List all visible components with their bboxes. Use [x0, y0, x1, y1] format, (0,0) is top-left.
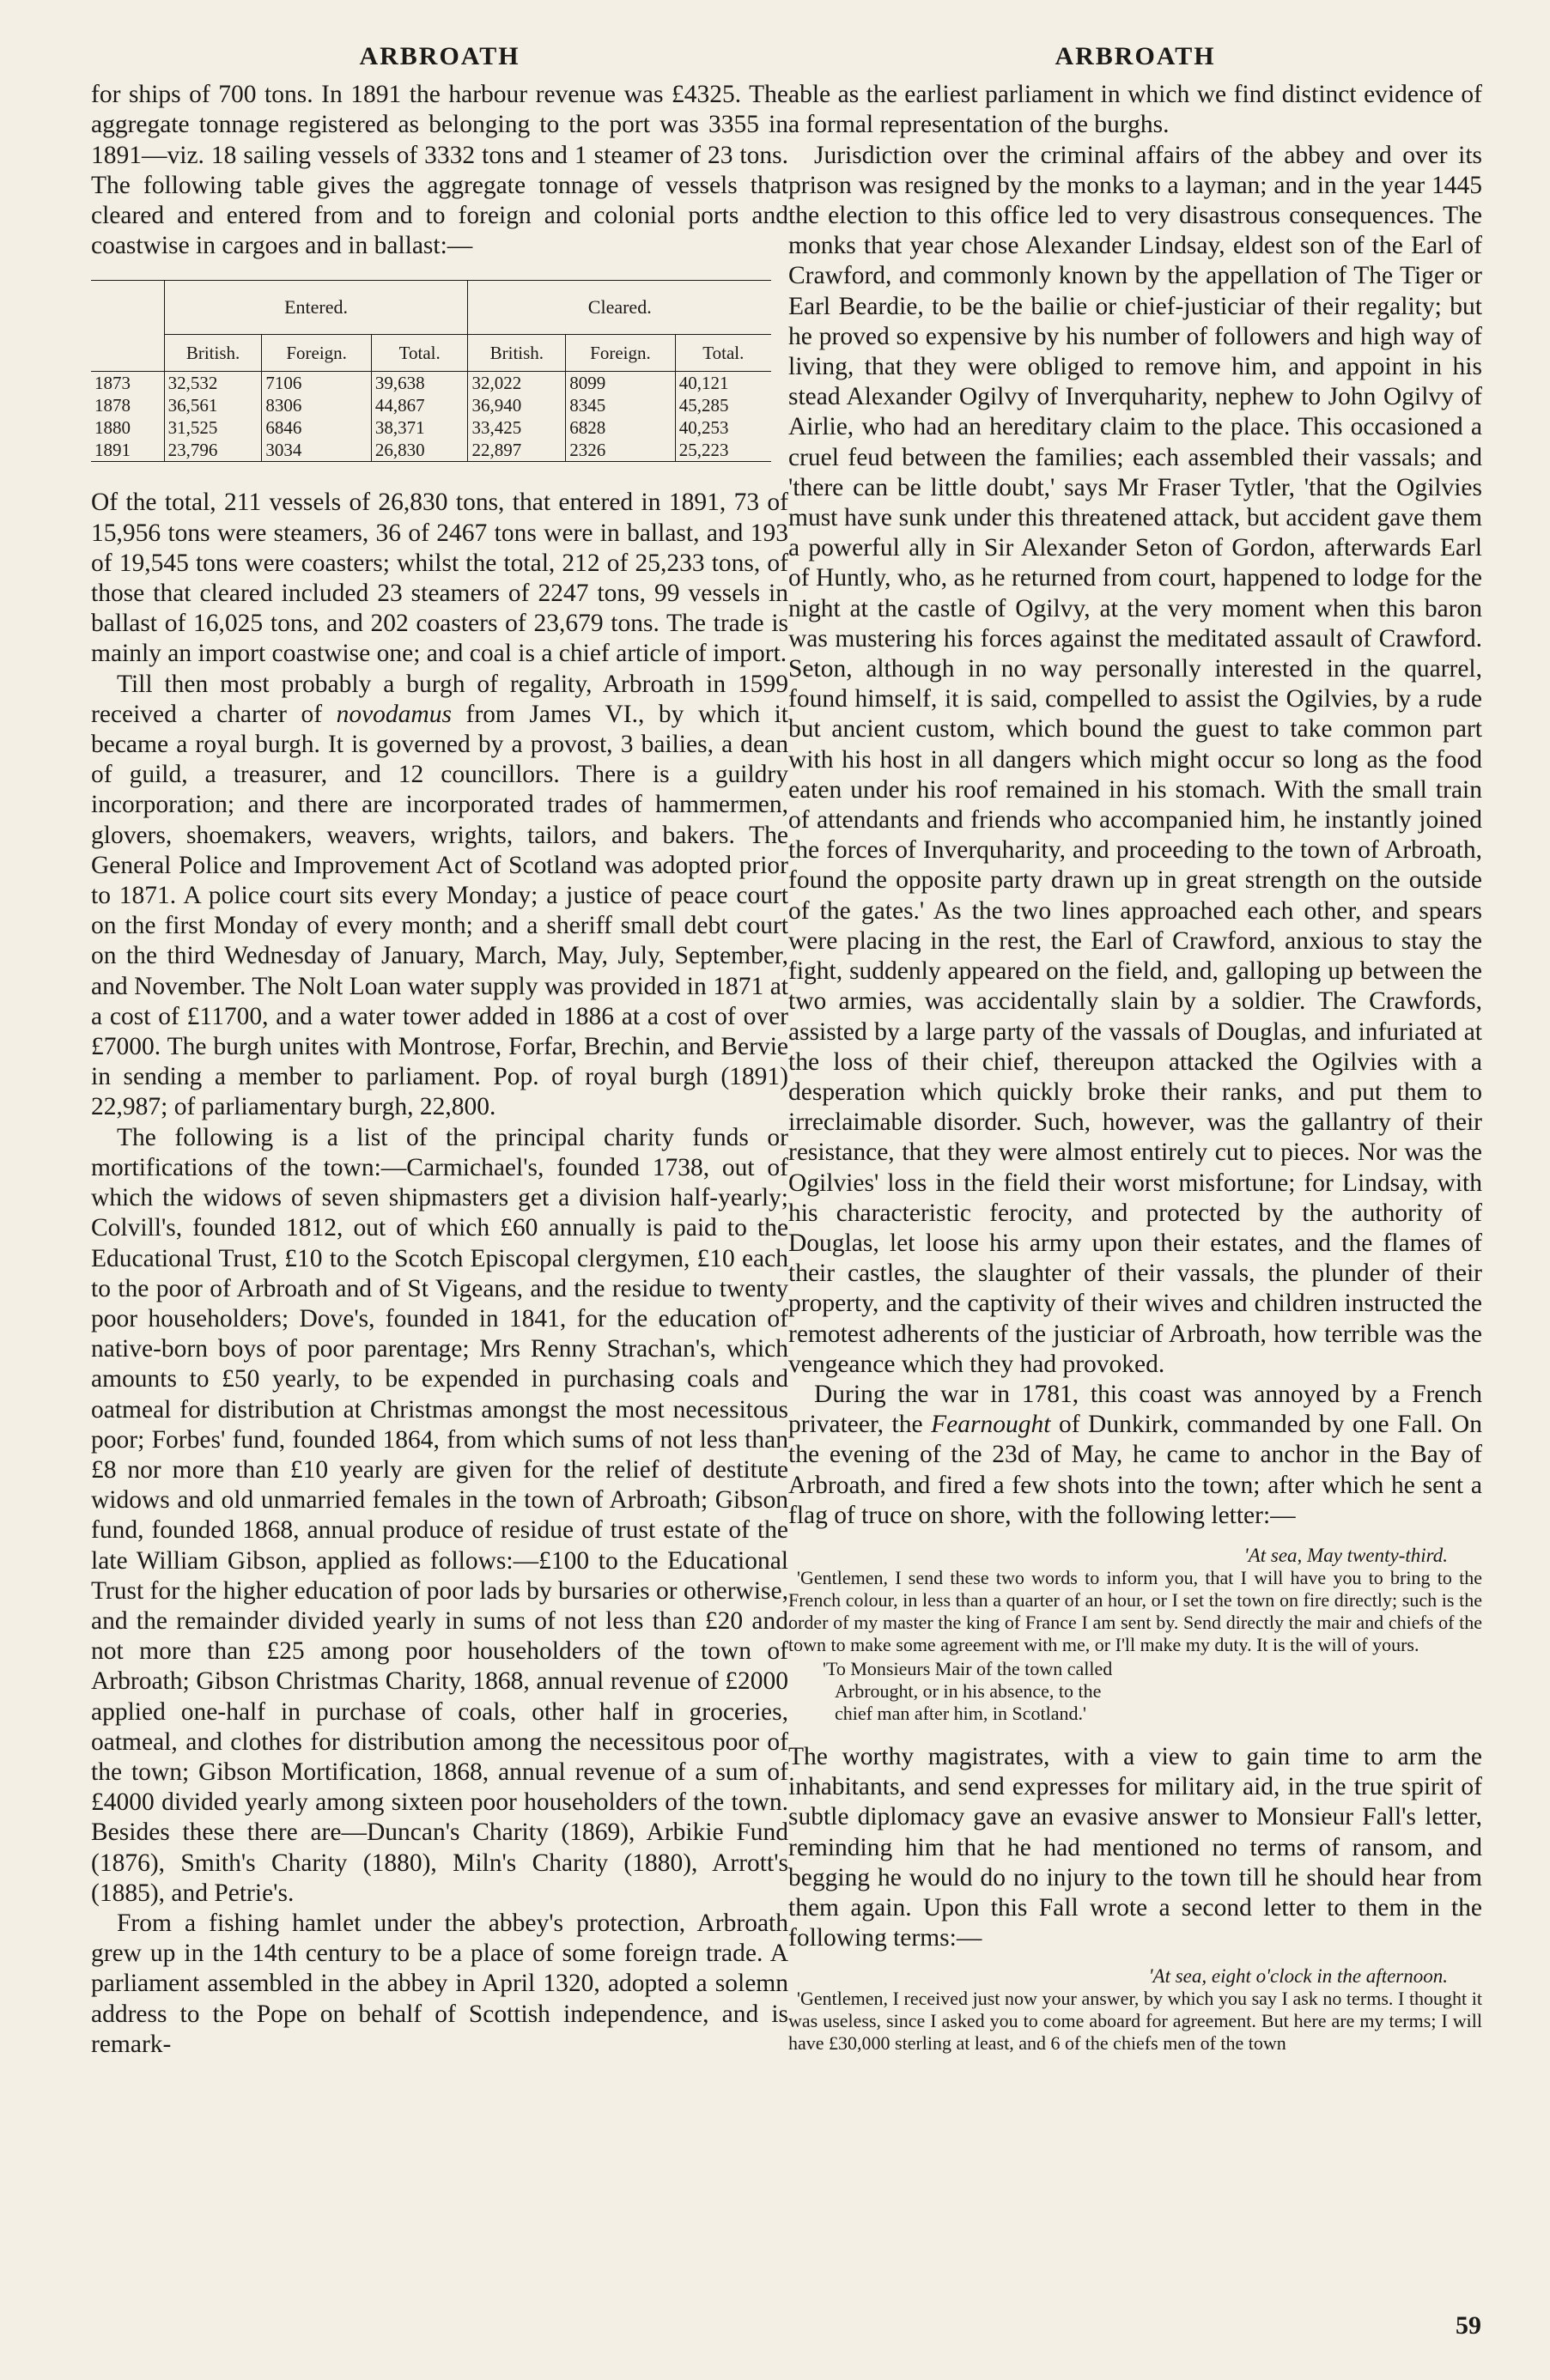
running-header-left: ARBROATH	[359, 42, 520, 70]
column-header: Total.	[675, 335, 771, 372]
table-cell: 23,796	[164, 439, 262, 462]
table-cell: 31,525	[164, 416, 262, 439]
table-cell: 3034	[262, 439, 371, 462]
letter-body: 'Gentlemen, I received just now your answer, by which you say I ask no terms. I thought it was useless, since I asked you to come aboard for agreement. But here are my terms; I will have £30,000 sterling at least, and 6 of the chiefs men of the town	[788, 1988, 1482, 2055]
table-cell: 40,121	[675, 372, 771, 395]
table-body	[91, 372, 771, 462]
right-column	[788, 41, 1482, 2055]
table-row	[91, 416, 771, 439]
table-cell: 8306	[262, 394, 371, 416]
table-cell: 39,638	[371, 372, 468, 395]
address-line: 'To Monsieurs Mair of the town called	[823, 1657, 1113, 1679]
table-cell: 2326	[566, 439, 675, 462]
italic-ship-name: Fearnought	[931, 1411, 1051, 1439]
paragraph: Of the total, 211 vessels of 26,830 tons, that entered in 1891, 73 of 15,956 tons were steamers, 36 of 2467 tons were in ballast, and 193 of 19,545 tons were coasters; whilst the total, 212 of 25,233 tons, of those that cleared included 23 steamers of 2247 tons, 99 vessels in ballast of 16,025 tons, and 202 coasters of 23,679 tons. The trade is mainly an import coastwise one; and coal is a chief article of import.	[91, 489, 788, 668]
table-cell: 25,223	[675, 439, 771, 462]
cleared-group-header: Cleared.	[468, 281, 771, 335]
column-header: Foreign.	[262, 335, 371, 372]
table-cell: 40,253	[675, 416, 771, 439]
table-cell: 8345	[566, 394, 675, 416]
paragraph: Jurisdiction over the criminal affairs of the abbey and over its prison was resigned by the monks to a layman; and in the year 1445 the election to this office led to very disastrous consequences. The monks that year chose Alexander Lindsay, eldest son of the Earl of Crawford, and commonly known by the appellation of The Tiger or Earl Beardie, to be the bailie or chief-justiciar of their regality; but he proved so expensive by his number of followers and high way of living, that they were obliged to remove him, and appoint in his stead Alexander Ogilvy of Inverquharity, nephew to John Ogilvy of Airlie, who had an hereditary claim to the place. This occasioned a cruel feud between the families; each assembled their vassals; and 'there can be little doubt,' says Mr Fraser Tytler, 'that the Ogilvies must have sunk under this threatened attack, but accident gave them a powerful ally in Sir Alexander Seton of Gordon, afterwards Earl of Huntly, who, as he returned from court, happened to lodge for the night at the castle of Ogilvy, at the very moment when this baron was mustering his forces against the meditated assault of Crawford. Seton, although in no way personally interested in the quarrel, found himself, it is said, compelled to assist the Ogilvies, by a rude but ancient custom, which bound the guest to take common part with his host in all dangers which might occur so long as the food eaten under his roof remained in his stomach. With the small train of attendants and friends who accompanied him, he instantly joined the forces of Inverquharity, and proceeding to the town of Arbroath, found the opposite party drawn up in great strength on the outside of the gates.' As the two lines approached each other, and spears were placing in the rest, the Earl of Crawford, anxious to stay the fight, suddenly appeared on the field, and, galloping up between the two armies, was accidentally slain by a soldier. The Crawfords, assisted by a large party of the vassals of Douglas, and infuriated at the loss of their chief, thereupon attacked the Ogilvies with a desperation which quickly broke their ranks, and put them to irreclaimable disorder. Such, however, was the gallantry of their resistance, that they were almost entirely cut to pieces. Nor was the Ogilvies' loss in the field their worst misfortune; for Lindsay, with his characteristic ferocity, and protected by the authority of Douglas, let loose his army upon their estates, and the flames of their castles, the slaughter of their vassals, the plunder of their property, and the captivity of their wives and children instructed the remotest adherents of the justiciar of Arbroath, how terrible was the vengeance which they had provoked.	[788, 141, 1482, 1378]
year-cell: 1878	[94, 395, 131, 416]
table-cell: 32,532	[164, 372, 262, 395]
tonnage-table	[91, 280, 771, 462]
italic-term: novodamus	[336, 700, 452, 728]
tonnage-table-wrapper	[91, 280, 788, 462]
letter-dateline: 'At sea, May twenty-third.	[1243, 1544, 1448, 1566]
column-header: British.	[468, 335, 566, 372]
letter-quote	[788, 1545, 1482, 1725]
column-header: British.	[164, 335, 262, 372]
page-number: 59	[1456, 2311, 1481, 2340]
table-cell: 32,022	[468, 372, 566, 395]
paragraph: The following is a list of the principal charity funds or mortifications of the town:—Carmichael's, founded 1738, out of which the widows of seven shipmasters get a division half-yearly; Colvill's, founded 1812, out of which £60 annually is paid to the Educational Trust, £10 to the Scotch Episcopal clergymen, £10 each to the poor of Arbroath and of St Vigeans, and the residue to twenty poor householders; Dove's, founded in 1841, for the education of native-born boys of poor parentage; Mrs Renny Strachan's, which amounts to £50 yearly, to be expended in purchasing coals and oatmeal for distribution at Christmas amongst the most necessitous poor; Forbes' fund, founded 1864, from which sums of not less than £8 nor more than £10 yearly are given for the relief of destitute widows and old unmarried females in the town of Arbroath; Gibson fund, founded 1868, annual produce of residue of trust estate of the late William Gibson, applied as follows:—£100 to the Educational Trust for the higher education of poor lads by bursaries or otherwise, and the remainder divided yearly in sums of not less than £20 and not more than £25 among poor householders of the town of Arbroath; Gibson Christmas Charity, 1868, annual revenue of £2000 applied one-half in purchase of coals, other half in groceries, oatmeal, and clothes for distribution among the necessitous poor of the town; Gibson Mortification, 1868, annual revenue of a sum of £4000 divided yearly among sixteen poor householders of the town. Besides these there are—Duncan's Charity (1869), Arbikie Fund (1876), Smith's Charity (1880), Miln's Charity (1880), Arrott's (1885), and Petrie's.	[91, 1123, 788, 1907]
paragraph: The worthy magistrates, with a view to gain time to arm the inhabitants, and send expresses for military aid, in the true spirit of subtle diplomacy gave an evasive answer to Monsieur Fall's letter, reminding him that he had mentioned no terms of ransom, and begging he would do no injury to the town till he should hear from them again. Upon this Fall wrote a second letter to them in the following terms:—	[788, 1742, 1482, 1952]
address-line: chief man after him, in Scotland.'	[835, 1702, 1086, 1724]
paragraph-text: Till then most probably a burgh of regality, Arbroath in 1599 received a charter of	[91, 670, 788, 728]
table-cell: 36,940	[468, 394, 566, 416]
table-row	[91, 394, 771, 416]
table-cell: 6828	[566, 416, 675, 439]
table-cell: 7106	[262, 372, 371, 395]
paragraph: From a fishing hamlet under the abbey's protection, Arbroath grew up in the 14th century to be a place of some foreign trade. A parliament assembled in the abbey in April 1320, adopted a solemn address to the Pope on behalf of Scottish independence, and is remark-	[91, 1909, 788, 2058]
table-cell: 45,285	[675, 394, 771, 416]
entered-group-header: Entered.	[164, 281, 468, 335]
year-header-blank	[91, 335, 164, 372]
paragraph-text: During the war in 1781, this coast was annoyed by a French privateer, the	[788, 1380, 1482, 1439]
table-cell: 26,830	[371, 439, 468, 462]
year-cell: 1891	[91, 439, 164, 462]
table-cell: 38,371	[371, 416, 468, 439]
paragraph: able as the earliest parliament in which we find distinct evidence of a formal representation of the burghs.	[788, 81, 1482, 139]
letter-dateline: 'At sea, eight o'clock in the afternoon.	[1148, 1965, 1448, 1988]
running-header-right: ARBROATH	[1055, 42, 1216, 70]
table-cell: 22,897	[468, 439, 566, 462]
table-cell: 8099	[566, 372, 675, 395]
table-cell: 33,425	[468, 416, 566, 439]
paragraph-text: from James VI., by which it became a royal burgh. It is governed by a provost, 3 bailies, a dean of guild, a treasurer, and 12 councillors. There is a guildry incorporation; and there are incorporated trades of hammermen, glovers, shoemakers, weavers, wrights, tailors, and bakers. The General Police and Improvement Act of Scotland was adopted prior to 1871. A police court sits every Monday; a justice of peace court on the first Monday of every month; and a sheriff small debt court on the third Wednesday of January, March, May, July, September, and November. The Nolt Loan water supply was provided in 1871 at a cost of £11700, and a water tower added in 1886 at a cost of over £7000. The burgh unites with Montrose, Forfar, Brechin, and Bervie in sending a member to parliament. Pop. of royal burgh (1891) 22,987; of parliamentary burgh, 22,800.	[91, 700, 788, 1121]
paragraph	[91, 670, 788, 1123]
year-cell: 1873	[94, 373, 131, 394]
address-line: Arbrought, or in his absence, to the	[835, 1679, 1102, 1702]
year-header	[91, 281, 164, 335]
table-cell: 36,561	[164, 394, 262, 416]
paragraph: for ships of 700 tons. In 1891 the harbour revenue was £4325. The aggregate tonnage registered as belonging to the port was 3355 in 1891—viz. 18 sailing vessels of 3332 tons and 1 steamer of 23 tons. The following table gives the aggregate tonnage of vessels that cleared and entered from and to foreign and colonial ports and coastwise in cargoes and in ballast:—	[91, 81, 788, 260]
letter-body: 'Gentlemen, I send these two words to inform you, that I will have you to bring to the French colour, in less than a quarter of an hour, or I set the town on fire directly; such is the order of my master the king of France I am sent by. Send directly the mair and chiefs of the town to make some agreement with me, or I'll make my duty. It is the will of yours.	[788, 1566, 1482, 1655]
paragraph-text: of Dunkirk, commanded by one Fall. On the evening of the 23d of May, he came to anchor in the Bay of Arbroath, and fired a few shots into the town; after which he sent a flag of truce on shore, with the following letter:—	[788, 1411, 1482, 1529]
table-cell: 6846	[262, 416, 371, 439]
table-row	[91, 372, 771, 395]
paragraph	[788, 1380, 1482, 1531]
table-row	[91, 439, 771, 462]
table-cell: 44,867	[371, 394, 468, 416]
letter-address	[788, 1658, 1482, 1725]
column-header: Foreign.	[566, 335, 675, 372]
left-column	[91, 41, 788, 2060]
column-header: Total.	[371, 335, 468, 372]
letter-quote	[788, 1965, 1482, 2055]
year-cell: 1880	[94, 417, 131, 439]
